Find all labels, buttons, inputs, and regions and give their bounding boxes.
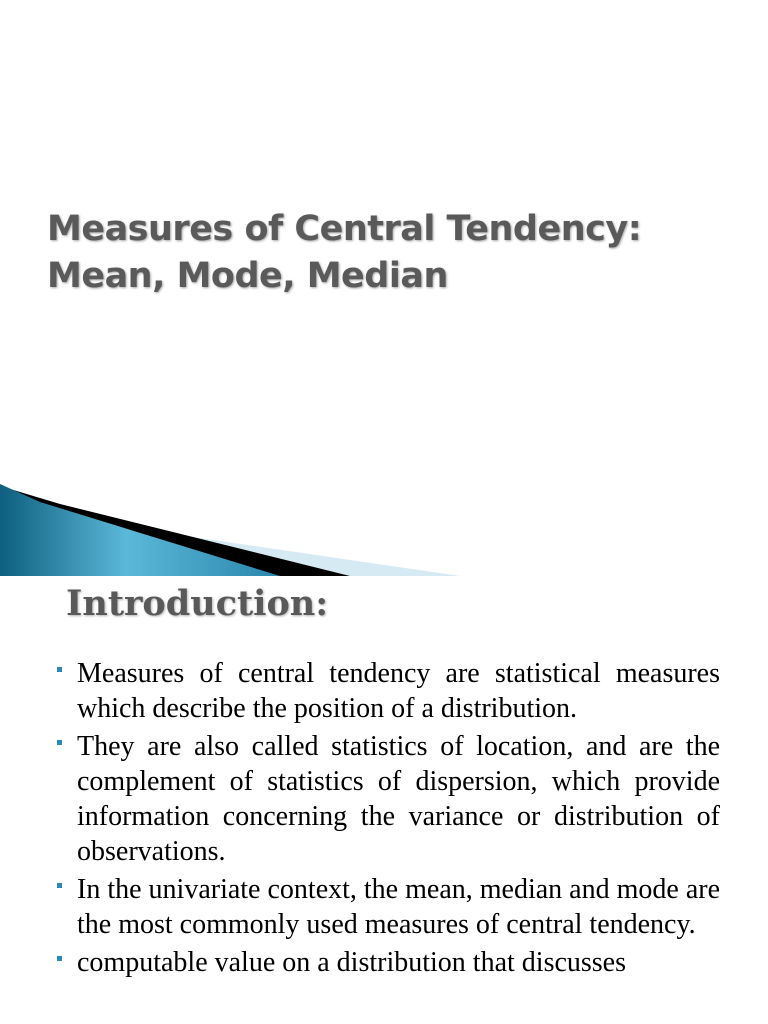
bullet-item: [77, 656, 720, 726]
decorative-swoosh: [0, 480, 460, 576]
introduction-heading: Introduction:: [66, 583, 329, 624]
bullet-text: computable value on a distribution that discusses: [77, 947, 627, 978]
bullet-text: Measures of central tendency are statistical measures which describe the position of a distribution.: [77, 658, 720, 724]
slide-title-line: Mean, Mode, Median: [47, 256, 448, 296]
bullet-list: [0, 656, 768, 983]
square-bullet-icon: [57, 883, 62, 888]
slide-title-line: Measures of Central Tendency:: [47, 209, 642, 249]
introduction-slide: [0, 576, 768, 1024]
bullet-text: In the univariate context, the mean, median and mode are the most commonly used measures of central tendency.: [77, 874, 720, 940]
slide-title: [47, 206, 747, 300]
square-bullet-icon: [57, 740, 62, 745]
bullet-item: [77, 872, 720, 942]
square-bullet-icon: [57, 956, 62, 961]
bullet-item: [77, 729, 720, 869]
bullet-text: They are also called statistics of location, and are the complement of statistics of dispersion, which provide information concerning the variance or distribution of observations.: [77, 731, 720, 867]
square-bullet-icon: [57, 667, 62, 672]
bullet-item: [77, 945, 720, 980]
